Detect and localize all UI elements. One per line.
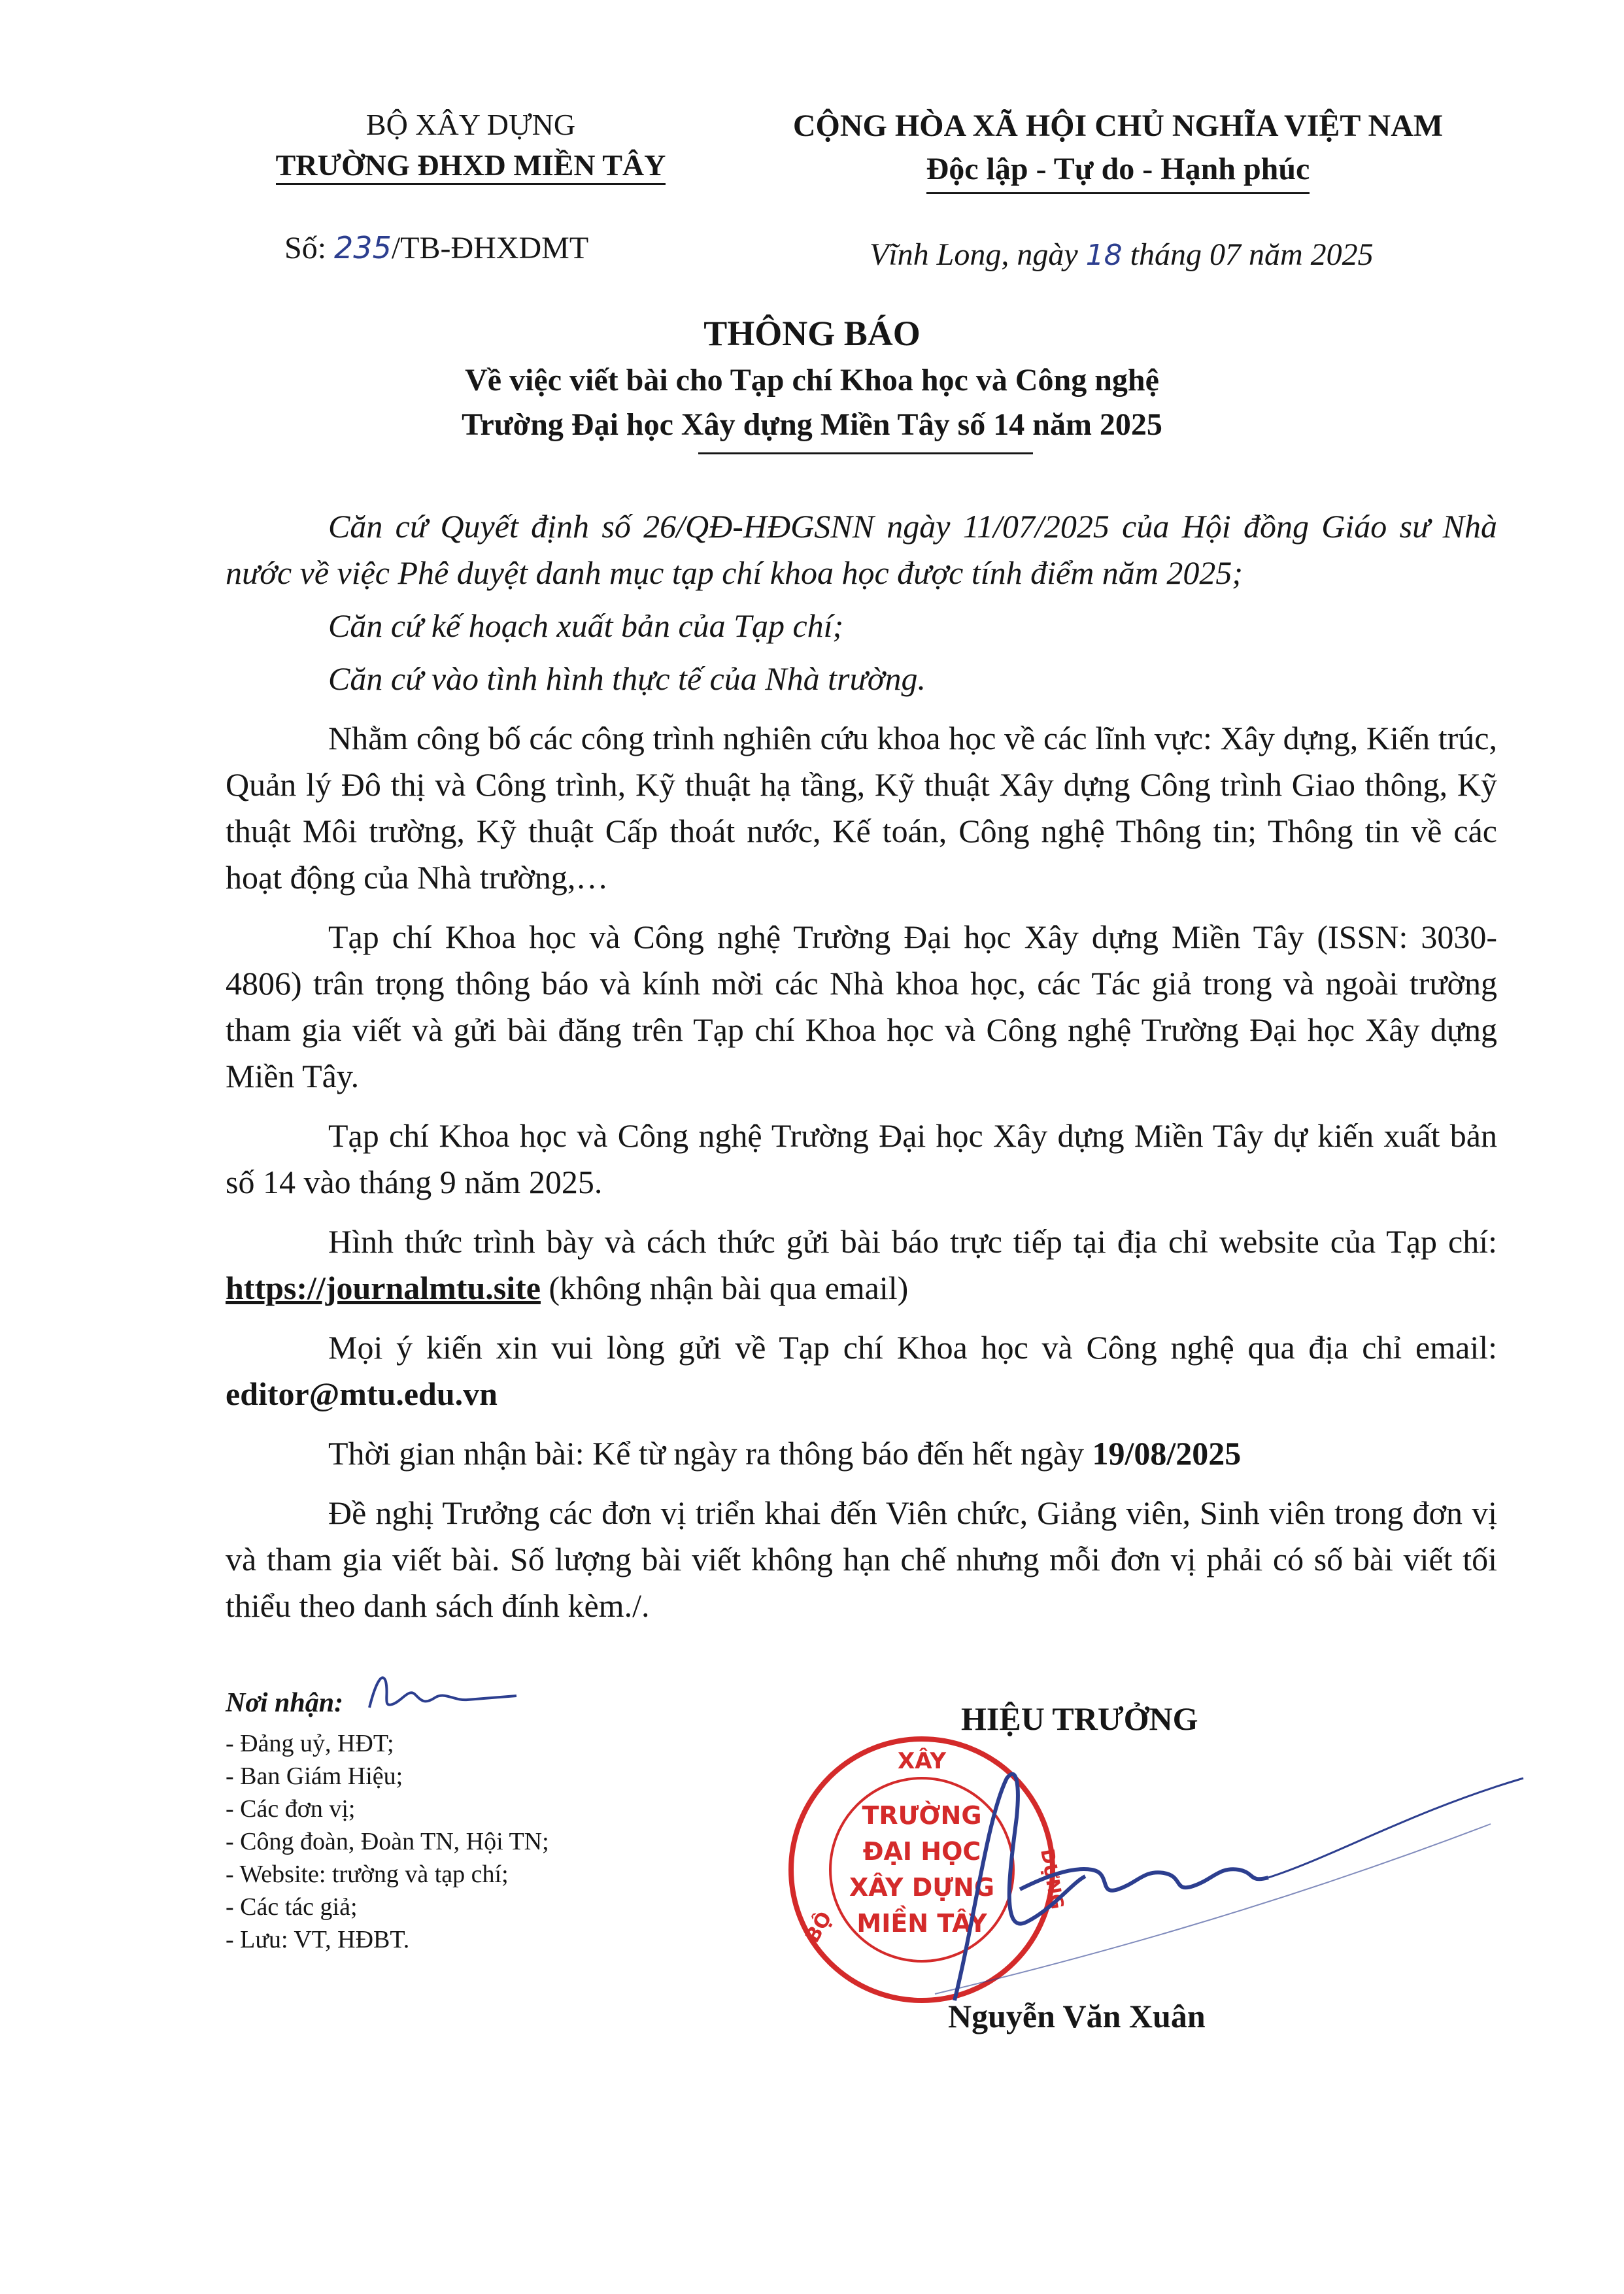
recipient-item: - Website: trường và tạp chí; [226,1861,509,1888]
paragraph-deadline: Thời gian nhận bài: Kể từ ngày ra thông báo đến hết ngày 19/08/2025 [328,1435,1242,1472]
title-divider [698,452,1033,454]
school-name: TRƯỜNG ĐHXD MIỀN TÂY [276,145,666,186]
svg-text:XÂY: XÂY [898,1748,946,1774]
paragraph-invitation: Tạp chí Khoa học và Công nghệ Trường Đại học Xây dựng Miền Tây (ISSN: 3030-4806) trân trọng thông báo và kính mời các Nhà khoa học, các Tác giả trong và ngoài trường tham gia viết và gửi bài đăng trên Tạp chí Khoa học và Công nghệ Trường Đại học Xây dựng Miền Tây. [226,919,1497,1094]
svg-text:TRƯỜNG: TRƯỜNG [862,1801,982,1830]
svg-text:BỘ: BỘ [801,1908,837,1947]
recipient-item: - Lưu: VT, HĐBT. [226,1926,410,1953]
document-title: THÔNG BÁO [703,314,921,353]
document-number: Số: 235/TB-ĐHXDMT [284,230,589,265]
recipients-heading: Nơi nhận: [226,1687,749,1719]
paragraph-fields: Nhằm công bố các công trình nghiên cứu khoa học về các lĩnh vực: Xây dựng, Kiến trúc, Quản lý Đô thị và Công trình, Kỹ thuật hạ tầng, Kỹ thuật Xây dựng Công trình Giao thông, Kỹ thuật Môi trường, Kỹ thuật Cấp thoát nước, Kế toán, Công nghệ Thông tin; Thông tin về các hoạt động của Nhà trường,… [226,720,1497,896]
recipient-item: - Ban Giám Hiệu; [226,1763,403,1790]
recipient-item: - Công đoàn, Đoàn TN, Hội TN; [226,1828,549,1855]
ministry-name: BỘ XÂY DỰNG [365,108,576,141]
national-motto: Độc lập - Tự do - Hạnh phúc [926,148,1310,194]
handwritten-number: 235 [334,230,392,265]
svg-text:MIỀN TÂY: MIỀN TÂY [856,1909,987,1938]
place-date: Vĩnh Long, ngày 18 tháng 07 năm 2025 [870,237,1374,272]
svg-text:ĐẠI HỌC: ĐẠI HỌC [862,1837,981,1866]
journal-website-link[interactable]: https://journalmtu.site [226,1270,541,1306]
svg-text:DỰNG: DỰNG [1036,1847,1068,1911]
recipient-item: - Đảng uỷ, HĐT; [226,1730,394,1757]
paragraph-issue: Tạp chí Khoa học và Công nghệ Trường Đại học Xây dựng Miền Tây dự kiến xuất bản số 14 vào tháng 9 năm 2025. [226,1117,1497,1200]
signer-name: Nguyễn Văn Xuân [948,1998,1206,2034]
document-body [226,503,1497,1642]
paragraph-email: Mọi ý kiến xin vui lòng gửi về Tạp chí Khoa học và Công nghệ qua địa chỉ email: editor@mtu.edu.vn [226,1329,1497,1412]
legal-basis-1: Căn cứ Quyết định số 26/QĐ-HĐGSNN ngày 11/07/2025 của Hội đồng Giáo sư Nhà nước về việc Phê duyệt danh mục tạp chí khoa học được tính điểm năm 2025; [226,508,1497,591]
legal-basis-2: Căn cứ kế hoạch xuất bản của Tạp chí; [328,607,844,644]
signer-title: HIỆU TRƯỞNG [961,1700,1198,1737]
handwritten-initials-icon [363,1668,520,1721]
issuer-block [216,105,726,186]
deadline-date: 19/08/2025 [1092,1435,1242,1472]
national-header [739,105,1497,194]
recipients-block [226,1687,749,1956]
country-name: CỘNG HÒA XÃ HỘI CHỦ NGHĨA VIỆT NAM [792,109,1444,143]
legal-basis-3: Căn cứ vào tình hình thực tế của Nhà trường. [328,660,926,697]
paragraph-website: Hình thức trình bày và cách thức gửi bài báo trực tiếp tại địa chỉ website của Tạp chí: https://journalmtu.site (không nhận bài qua email) [226,1223,1497,1306]
editor-email[interactable]: editor@mtu.edu.vn [226,1375,498,1412]
handwritten-signature-icon [876,1726,1530,2027]
document-subtitle: Về việc viết bài cho Tạp chí Khoa học và Công nghệ Trường Đại học Xây dựng Miền Tây số 14 năm 2025 [462,363,1162,442]
paragraph-request: Đề nghị Trưởng các đơn vị triển khai đến Viên chức, Giảng viên, Sinh viên trong đơn vị và tham gia viết bài. Số lượng bài viết không hạn chế nhưng mỗi đơn vị phải có số bài viết tối thiểu theo danh sách đính kèm./. [226,1494,1497,1624]
recipient-item: - Các đơn vị; [226,1795,356,1823]
handwritten-day: 18 [1085,239,1123,272]
svg-text:XÂY DỰNG: XÂY DỰNG [849,1873,995,1902]
recipient-item: - Các tác giả; [226,1893,358,1921]
